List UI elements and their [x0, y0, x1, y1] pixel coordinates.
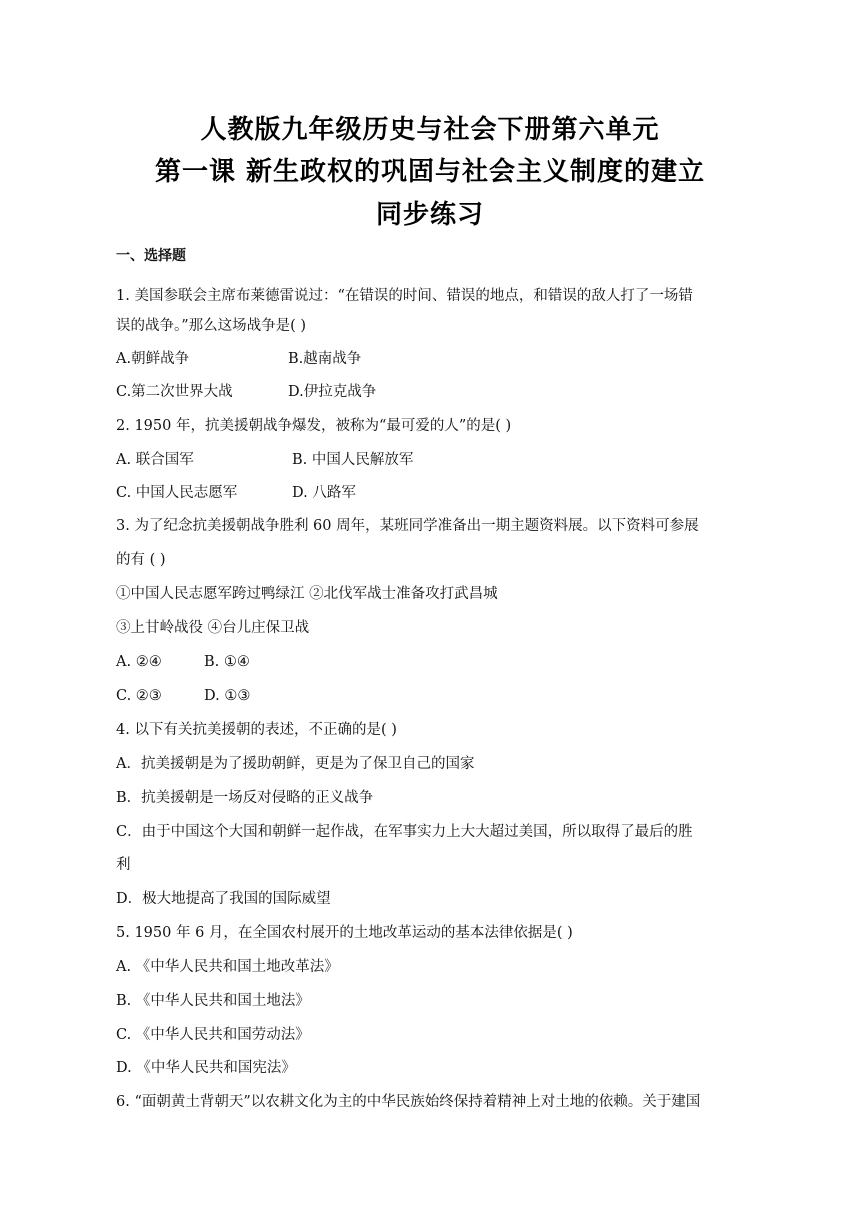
question-1-options-row-2: [116, 382, 377, 402]
option-b: B. 中国人民解放军: [292, 452, 414, 468]
question-5-option-d: D. 《中华人民共和国宪法》: [116, 1060, 296, 1076]
question-3-item-line-1: ①中国人民志愿军跨过鸭绿江 ②北伐军战士准备攻打武昌城: [116, 586, 498, 602]
option-b: B. ①④: [204, 654, 250, 670]
question-3-stem-line-1: 3. 为了纪念抗美援朝战争胜利 60 周年，某班同学准备出一期主题资料展。以下资料可参展: [116, 518, 699, 534]
question-5-option-b: B. 《中华人民共和国土地法》: [116, 993, 310, 1009]
question-4-option-b: B．抗美援朝是一场反对侵略的正义战争: [116, 790, 374, 806]
document-title-line-1: 人教版九年级历史与社会下册第六单元: [200, 115, 660, 145]
question-1-stem-line-1: 1. 美国参联会主席布莱德雷说过：“在错误的时间、错误的地点，和错误的敌人打了一场错: [116, 288, 693, 304]
question-4-option-c-continued: 利: [116, 857, 131, 873]
option-b: B.越南战争: [288, 351, 362, 367]
question-3-options-row-1: [116, 652, 250, 672]
question-5-stem: 5. 1950 年 6 月，在全国农村展开的土地改革运动的基本法律依据是( ): [116, 925, 573, 941]
question-4-option-a: A．抗美援朝是为了援助朝鲜，更是为了保卫自己的国家: [116, 756, 475, 772]
option-a: A. ②④: [116, 654, 162, 670]
question-6-stem: 6. “面朝黄土背朝天”以农耕文化为主的中华民族始终保持着精神上对土地的依赖。关于建国: [116, 1094, 701, 1110]
question-2-stem: 2. 1950 年，抗美援朝战争爆发，被称为“最可爱的人”的是( ): [116, 418, 512, 434]
option-c: C. 中国人民志愿军: [116, 485, 238, 501]
document-title-line-3: 同步练习: [375, 200, 484, 230]
question-3-options-row-2: [116, 686, 251, 706]
option-d: D. ①③: [204, 688, 251, 704]
question-3-item-line-2: ③上甘岭战役 ④台儿庄保卫战: [116, 620, 310, 636]
option-a: A. 联合国军: [116, 452, 194, 468]
question-2-options-row-2: [116, 483, 356, 503]
question-5-option-c: C. 《中华人民共和国劳动法》: [116, 1027, 310, 1043]
question-3-stem-line-2: 的有 ( ): [116, 552, 166, 568]
option-d: D. 八路军: [292, 485, 356, 501]
question-4-stem: 4. 以下有关抗美援朝的表述，不正确的是( ): [116, 722, 397, 738]
option-c: C.第二次世界大战: [116, 384, 233, 400]
document-title-line-2: 第一课 新生政权的巩固与社会主义制度的建立: [154, 157, 706, 187]
section-heading: 一、选择题: [116, 248, 186, 264]
option-d: D.伊拉克战争: [288, 384, 377, 400]
question-4-option-d: D．极大地提高了我国的国际威望: [116, 891, 331, 907]
question-5-option-a: A. 《中华人民共和国土地改革法》: [116, 959, 339, 975]
question-1-stem-line-2: 误的战争。”那么这场战争是( ): [116, 318, 307, 334]
question-4-option-c: C．由于中国这个大国和朝鲜一起作战，在军事实力上大大超过美国，所以取得了最后的胜: [116, 824, 693, 840]
question-1-options-row-1: [116, 349, 362, 369]
option-c: C. ②③: [116, 688, 162, 704]
option-a: A.朝鲜战争: [116, 351, 190, 367]
question-2-options-row-1: [116, 450, 414, 470]
